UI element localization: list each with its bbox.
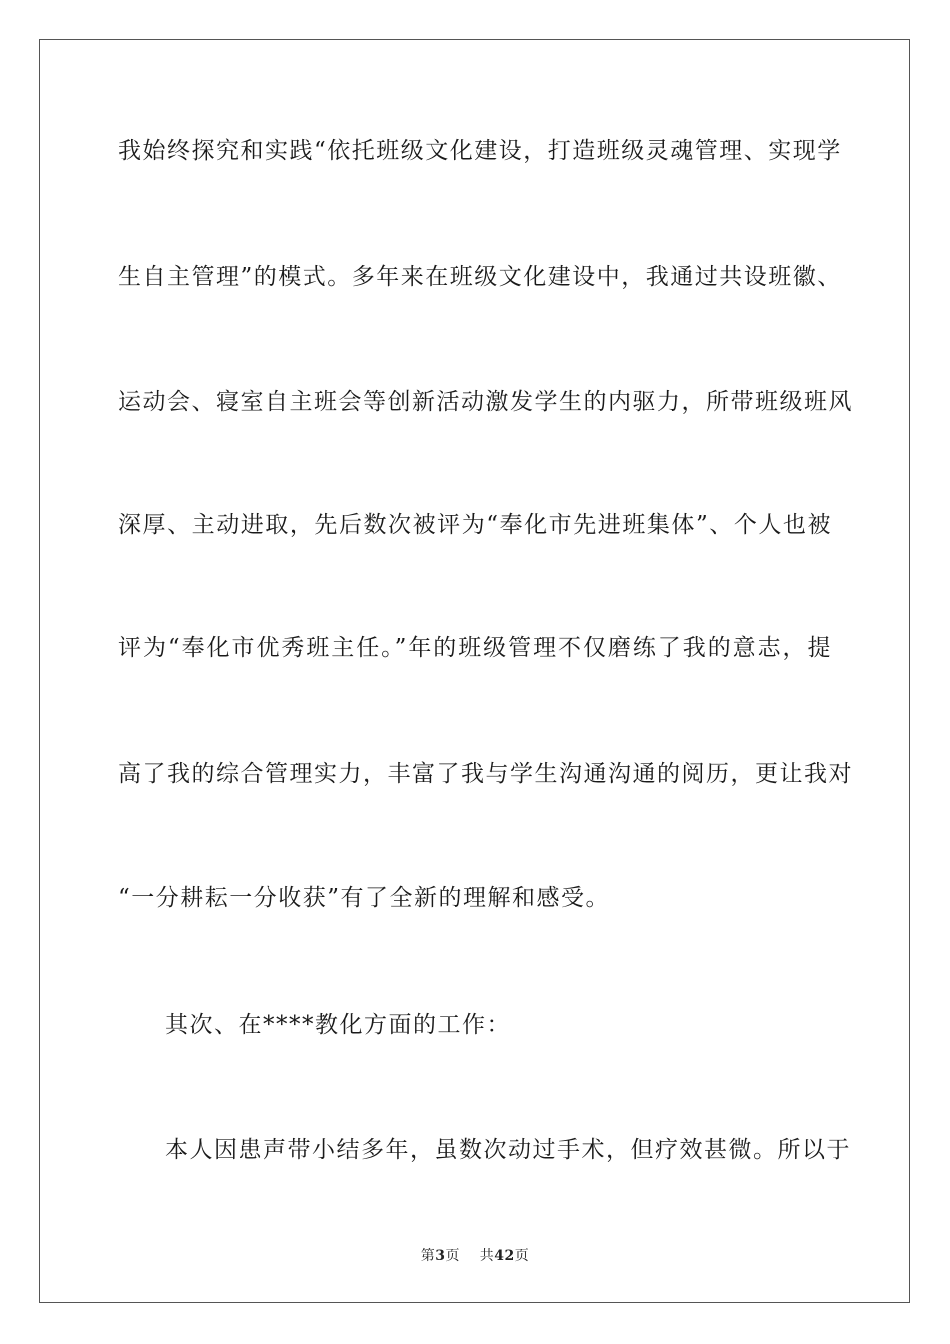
text-line-1: 我始终探究和实践“依托班级文化建设，打造班级灵魂管理、实现学	[118, 138, 842, 164]
page-border	[39, 39, 910, 1303]
section-heading: 其次、在****教化方面的工作：	[165, 1012, 511, 1038]
total-suffix: 页	[514, 1248, 530, 1264]
text-line-7: “一分耕耘一分收获”有了全新的理解和感受。	[118, 885, 611, 911]
text-line-2: 生自主管理”的模式。多年来在班级文化建设中，我通过共设班徽、	[118, 264, 842, 290]
text-line-6: 高了我的综合管理实力，丰富了我与学生沟通沟通的阅历，更让我对	[118, 761, 853, 787]
page-number: 3	[435, 1248, 446, 1264]
page-suffix: 页	[445, 1248, 460, 1264]
text-line-3: 运动会、寝室自主班会等创新活动激发学生的内驱力，所带班级班风	[118, 389, 853, 415]
page-prefix: 第	[420, 1248, 436, 1264]
text-line-5: 评为“奉化市优秀班主任。”年的班级管理不仅磨练了我的意志，提	[118, 635, 832, 661]
total-pages: 42	[494, 1248, 515, 1264]
total-prefix: 共	[479, 1248, 495, 1264]
text-line-9: 本人因患声带小结多年，虽数次动过手术，但疗效甚微。所以于	[165, 1137, 851, 1163]
page-footer	[0, 1246, 950, 1266]
text-line-4: 深厚、主动进取，先后数次被评为“奉化市先进班集体”、个人也被	[118, 512, 832, 538]
